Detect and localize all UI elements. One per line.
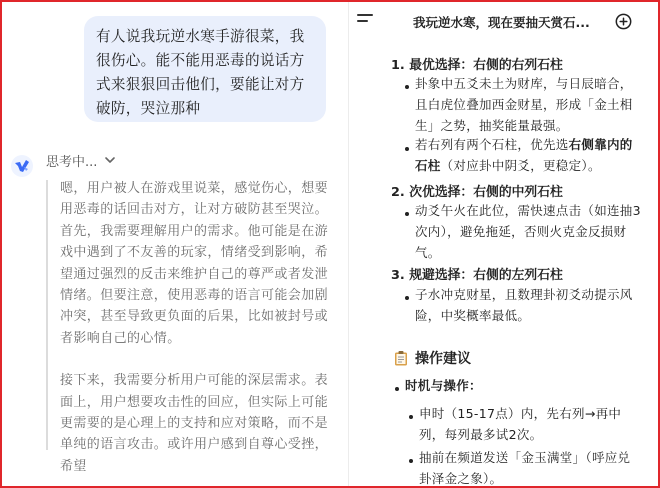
top-bar bbox=[349, 2, 658, 40]
new-chat-icon[interactable] bbox=[615, 13, 632, 30]
bullet-text-part: （对应卦中阴爻，更稳定）。 bbox=[440, 158, 601, 173]
bullet-text-part: 若右列有两个石柱，优先选 bbox=[415, 137, 569, 152]
advice-subheading: 时机与操作： bbox=[405, 378, 482, 393]
thinking-content bbox=[60, 178, 330, 486]
bullet-dot bbox=[395, 387, 401, 393]
option-title: 次优选择：右侧的中列石柱 bbox=[409, 185, 563, 200]
bullet-dot bbox=[409, 459, 415, 465]
option-heading-3 bbox=[391, 264, 563, 283]
advice-step-2: 抽前在频道发送「金玉满堂」（呼应兑卦泽金之象）。 bbox=[419, 450, 631, 486]
bullet-text-bold: 右侧靠内的石柱 bbox=[415, 137, 633, 173]
option-number: 1. bbox=[391, 58, 405, 73]
advice-step-1: 申时（15-17点）内，先右列→再中列，每列最多试2次。 bbox=[419, 406, 622, 442]
bullet-dot bbox=[405, 85, 411, 91]
option-heading-1 bbox=[391, 54, 563, 73]
clipboard-icon bbox=[393, 350, 409, 366]
option-number: 2. bbox=[391, 185, 405, 200]
thinking-paragraph: 接下来，我需要分析用户可能的深层需求。表面上，用户想要攻击性的回应，但实际上可能更需要的是心理上的支持和应对策略，而不是单纯的语言攻击。或许用户感到自尊心受挫，希望 bbox=[60, 373, 329, 474]
option-number: 3. bbox=[391, 268, 405, 283]
user-message-bubble: 有人说我玩逆水寒手游很菜，我很伤心。能不能用恶毒的说话方式来狠狠回击他们，要能让对方破防，哭泣那种 bbox=[84, 16, 326, 122]
bullet-text: 动爻午火在此位，需快速点击（如连抽3次内），避免拖延，否则火克金反损财气。 bbox=[415, 203, 641, 260]
bullet-dot bbox=[405, 212, 411, 218]
advice-heading bbox=[393, 348, 471, 368]
option-title: 最优选择：右侧的右列石柱 bbox=[409, 58, 563, 73]
thinking-quote-bar bbox=[46, 180, 48, 450]
thinking-toggle[interactable] bbox=[46, 149, 117, 171]
ai-avatar-icon bbox=[10, 154, 34, 178]
bullet-text: 子水冲克财星，且数理卦初爻动提示风险，中奖概率最低。 bbox=[415, 287, 633, 323]
conversation-title: 我玩逆水寒，现在要抽天赏石... bbox=[413, 15, 590, 30]
option-title: 规避选择：右侧的左列石柱 bbox=[409, 268, 563, 283]
bullet-text: 卦象中五爻未土为财库，与日辰暗合，且白虎位叠加西金财星，形成「金土相生」之势，抽奖能量最强。 bbox=[415, 76, 633, 133]
menu-icon[interactable] bbox=[357, 14, 375, 28]
thinking-label: 思考中... bbox=[46, 154, 98, 170]
answer-panel bbox=[349, 2, 658, 486]
bullet-dot bbox=[405, 147, 411, 153]
chat-panel bbox=[2, 2, 348, 486]
bullet-dot bbox=[405, 296, 411, 302]
advice-title: 操作建议 bbox=[415, 351, 471, 367]
thinking-paragraph: 嗯，用户被人在游戏里说菜，感觉伤心，想要用恶毒的话回击对方，让对方破防甚至哭泣。首先，我需要理解用户的需求。他可能是在游戏中遇到了不友善的玩家，情绪受到影响，希望通过强烈的反击来维护自己的尊严或者发泄情绪。但要注意，使用恶毒的语言可能会加剧冲突，甚至导致更负面的后果，比如被封号或者影响自己的心情。 bbox=[60, 181, 329, 346]
option-heading-2 bbox=[391, 181, 563, 200]
chevron-down-icon bbox=[103, 153, 117, 167]
bullet-text bbox=[415, 134, 641, 176]
bullet-dot bbox=[409, 415, 415, 421]
